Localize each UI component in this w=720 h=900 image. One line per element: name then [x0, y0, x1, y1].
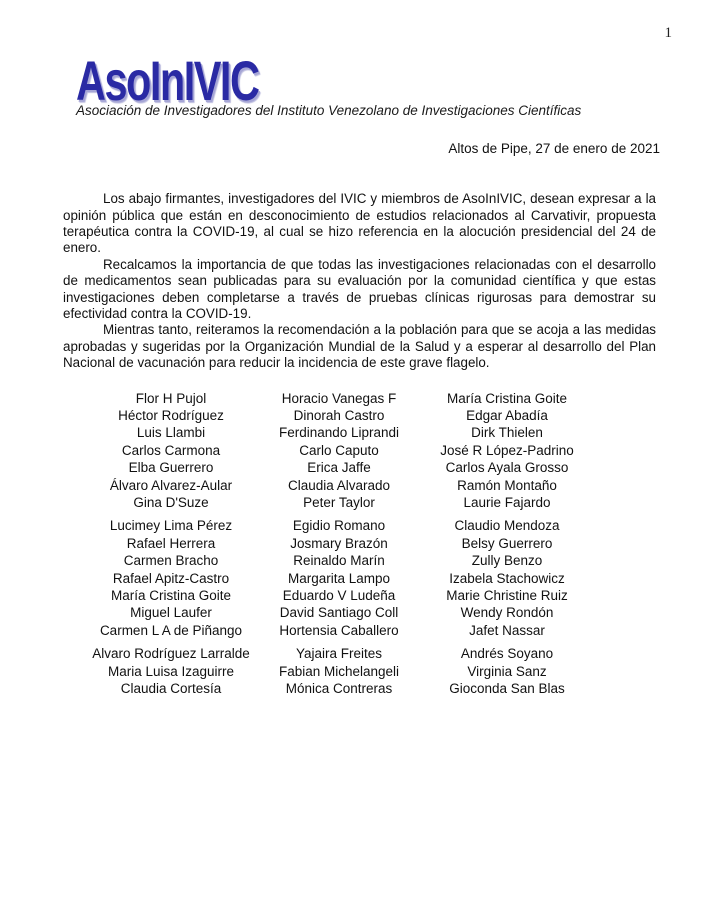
signatory-name: Yajaira Freites — [295, 646, 383, 662]
signatory-name: Dinorah Castro — [293, 407, 385, 423]
signatory-name: Carlos Ayala Grosso — [445, 460, 569, 476]
signatory-name: Eduardo V Ludeña — [282, 588, 396, 604]
signatory-name: Miguel Laufer — [130, 605, 212, 621]
page-number: 1 — [664, 25, 672, 41]
signatory-name: Carlos Carmona — [121, 442, 221, 458]
signatory-name: Reinaldo Marín — [293, 553, 385, 569]
signatory-name: Álvaro Alvarez-Aular — [109, 477, 233, 493]
signatory-name: Horacio Vanegas F — [281, 390, 397, 406]
signatory-name: Peter Taylor — [303, 495, 375, 511]
signatory-name: Belsy Guerrero — [461, 535, 553, 551]
signatory-name: Carlo Caputo — [299, 442, 379, 458]
signatories-list — [87, 390, 591, 698]
place-date-line: Altos de Pipe, 27 de enero de 2021 — [448, 141, 660, 157]
signatory-name: Claudia Cortesía — [120, 681, 222, 697]
signatory-name: Fabian Michelangeli — [278, 663, 400, 679]
signatory-name: Claudio Mendoza — [454, 518, 560, 534]
signatory-name: Rafael Herrera — [126, 535, 216, 551]
signatory-name: Izabela Stachowicz — [449, 570, 565, 586]
signatory-name: Andrés Soyano — [460, 646, 554, 662]
asoinivic-logo: AsoInIVIC — [76, 49, 259, 112]
body-paragraph-2: Recalcamos la importancia de que todas las investigaciones relacionadas con el desarrollo de medicamentos sean publicadas para su evaluación por la comunidad científica y que estas investigaciones deben completarse a través de pruebas clínicas rigurosas para demostrar su efectividad contra la COVID-19. — [63, 256, 656, 321]
signatory-name: David Santiago Coll — [279, 605, 399, 621]
signatory-name: Virginia Sanz — [467, 663, 547, 679]
signatory-name: Josmary Brazón — [290, 535, 388, 551]
body-paragraph-1: Los abajo firmantes, investigadores del IVIC y miembros de AsoInIVIC, desean expresar a la opinión pública que están en desconocimiento de estudios relacionados al Carvativir, propuesta terapéutica contra la COVID-19, al cual se hizo referencia en la alocución presidencial del 24 de enero. — [63, 191, 656, 256]
signatory-name: Ramón Montaño — [457, 477, 557, 493]
signatory-name: Erica Jaffe — [307, 460, 371, 476]
signatory-name: Jafet Nassar — [469, 622, 545, 638]
signatory-name: Margarita Lampo — [287, 570, 391, 586]
signatory-name: Héctor Rodríguez — [118, 407, 224, 423]
signatory-name: María Cristina Goite — [446, 390, 568, 406]
signatory-name: Laurie Fajardo — [463, 495, 551, 511]
signatory-name: Lucimey Lima Pérez — [109, 518, 233, 534]
signatory-name: Hortensia Caballero — [279, 622, 399, 638]
signatory-name: Carmen Bracho — [123, 553, 219, 569]
signatory-name: Carmen L A de Piñango — [99, 622, 243, 638]
signature-group — [87, 390, 591, 512]
signatory-name: Gioconda San Blas — [449, 681, 565, 697]
signatory-name: Elba Guerrero — [128, 460, 214, 476]
signatory-name: Wendy Rondón — [460, 605, 554, 621]
signature-group — [87, 645, 591, 697]
signatory-name: Marie Christine Ruiz — [446, 588, 568, 604]
letter-body — [63, 191, 656, 371]
signatory-name: Dirk Thielen — [471, 425, 543, 441]
signatory-name: Ferdinando Liprandi — [278, 425, 400, 441]
signatory-name: José R López-Padrino — [440, 442, 574, 458]
signatory-name: Egidio Romano — [292, 518, 386, 534]
signature-group — [87, 517, 591, 639]
signatory-name: Mónica Contreras — [285, 681, 393, 697]
signatory-name: Edgar Abadía — [466, 407, 548, 423]
body-paragraph-3: Mientras tanto, reiteramos la recomendación a la población para que se acoja a las medidas aprobadas y sugeridas por la Organización Mundial de la Salud y a esperar al desarrollo del Plan Nacional de vacunación para reducir la incidencia de este grave flagelo. — [63, 322, 656, 371]
signatory-name: María Cristina Goite — [110, 588, 232, 604]
organization-subtitle: Asociación de Investigadores del Instituto Venezolano de Investigaciones Científicas — [76, 103, 582, 119]
signatory-name: Claudia Alvarado — [287, 477, 391, 493]
signatory-name: Gina D'Suze — [133, 495, 209, 511]
signatory-name: Rafael Apitz-Castro — [112, 570, 230, 586]
signatory-name: Zully Benzo — [471, 553, 543, 569]
signatory-name: Luis Llambi — [136, 425, 206, 441]
signatory-name: Maria Luisa Izaguirre — [107, 663, 235, 679]
signatory-name: Flor H Pujol — [135, 390, 207, 406]
signatory-name: Alvaro Rodríguez Larralde — [92, 646, 250, 662]
